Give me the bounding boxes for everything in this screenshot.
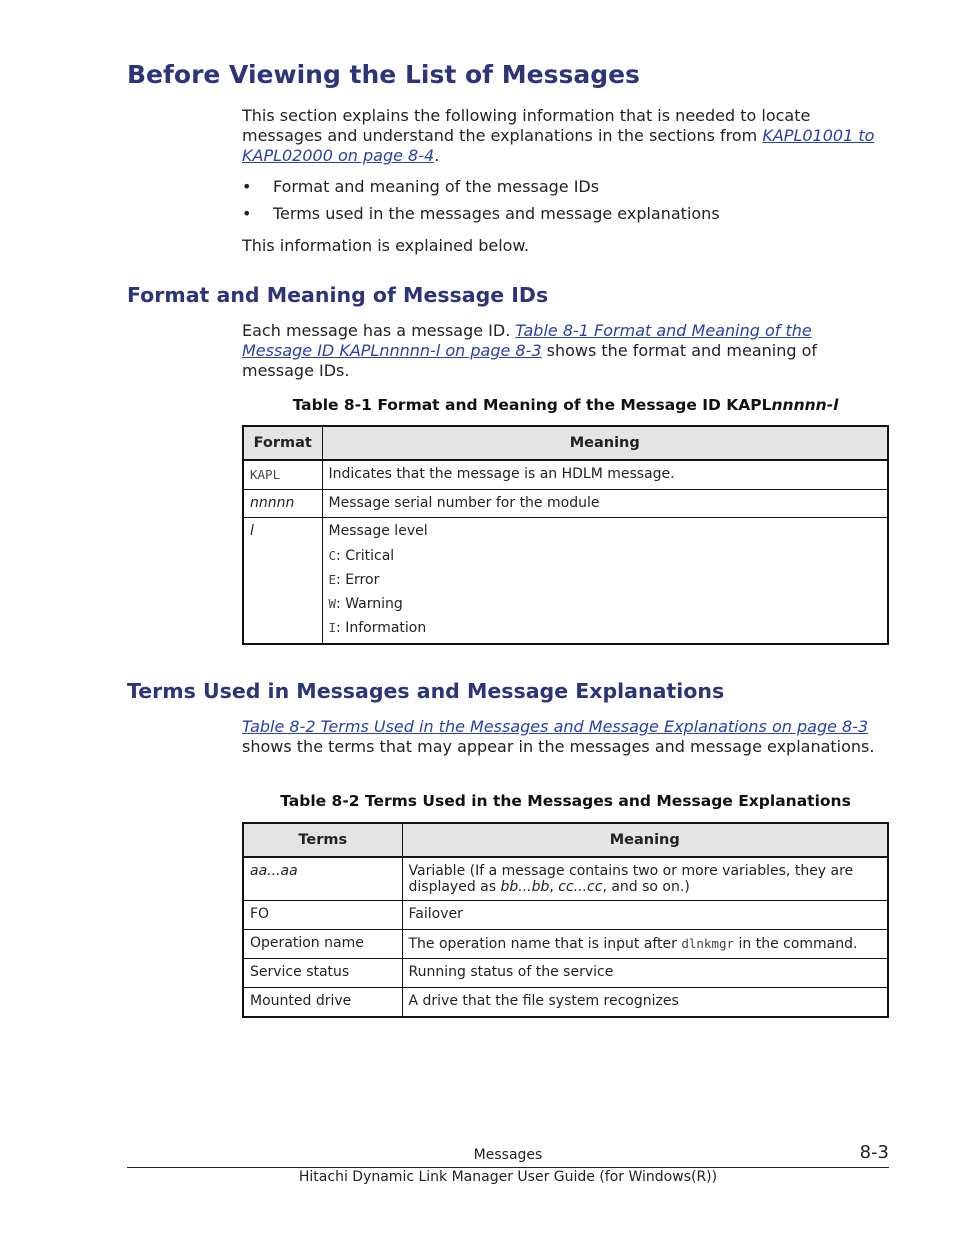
meaning-text: The operation name that is input after (408, 936, 682, 952)
level-error (329, 571, 882, 595)
section-heading-format: Format and Meaning of Message IDs (127, 283, 549, 307)
format-code: KAPL (250, 467, 281, 482)
intro-paragraph (242, 106, 882, 166)
bullet-text: Terms used in the messages and message explanations (273, 204, 720, 223)
table-row (243, 460, 888, 490)
closing-paragraph: This information is explained below. (242, 236, 530, 255)
table-header-row (243, 823, 888, 857)
table-8-1-caption (242, 396, 889, 414)
meaning-cell: A drive that the file system recognizes (402, 988, 888, 1017)
separator: , (549, 879, 559, 895)
meaning-cell: Failover (402, 901, 888, 930)
page-number: 8-3 (859, 1142, 889, 1163)
term-cell: FO (243, 901, 402, 930)
level-code: I (328, 620, 337, 635)
page-title: Before Viewing the List of Messages (127, 60, 640, 89)
table-row (243, 490, 888, 518)
variable-cc: cc...cc (558, 879, 603, 895)
format-paragraph (242, 321, 882, 381)
intro-end: . (434, 146, 440, 165)
level-code: C (328, 548, 337, 563)
meaning-cell (402, 930, 888, 959)
table-row (243, 959, 888, 988)
table-row (243, 930, 888, 959)
bullet-text: Format and meaning of the message IDs (273, 177, 600, 196)
footer-guide-title: Hitachi Dynamic Link Manager User Guide (for Windows(R)) (298, 1169, 718, 1185)
term-cell: aa...aa (243, 857, 402, 901)
level-label: : Critical (336, 548, 395, 564)
format-table (242, 425, 889, 645)
meaning-text-end: in the command. (734, 936, 858, 952)
bullet-list (242, 177, 720, 231)
column-header-meaning: Meaning (322, 426, 888, 460)
meaning-text: Variable (If a message contains two or more variables, they are displayed as (408, 863, 854, 895)
meaning-text-end: , and so on.) (602, 879, 690, 895)
format-cell: nnnnn (243, 490, 322, 518)
table-header-row (243, 426, 888, 460)
list-item (242, 204, 720, 231)
column-header-terms: Terms (243, 823, 402, 857)
terms-paragraph (242, 717, 882, 757)
level-label: : Warning (336, 596, 403, 612)
level-critical (329, 547, 882, 571)
bullet-dot: • (242, 204, 252, 223)
term-cell: Service status (243, 959, 402, 988)
format-text-end: shows the format and meaning of message IDs. (242, 341, 818, 380)
format-text-start: Each message has a message ID. (242, 321, 516, 340)
table-row (243, 518, 888, 645)
meaning-cell: Running status of the service (402, 959, 888, 988)
term-cell: Operation name (243, 930, 402, 959)
meaning-cell: Message serial number for the module (322, 490, 888, 518)
level-code: W (328, 596, 337, 611)
caption-italic: nnnnn-l (771, 396, 839, 414)
command-name: dlnkmgr (681, 936, 735, 951)
intro-text: This section explains the following information that is needed to locate messages and understand the explanations in the sections from (242, 106, 811, 145)
kapl01001-link[interactable]: KAPL01001 to KAPL02000 on page 8-4 (242, 126, 875, 165)
list-item (242, 177, 720, 204)
table-8-2-link[interactable]: Table 8-2 Terms Used in the Messages and Message Explanations on page 8-3 (242, 717, 869, 736)
meaning-cell: Indicates that the message is an HDLM message. (322, 460, 888, 490)
level-title: Message level (328, 523, 428, 539)
format-cell: l (243, 518, 322, 645)
level-label: : Information (336, 620, 427, 636)
terms-table (242, 822, 889, 1018)
level-warning (329, 595, 882, 619)
caption-prefix: Table 8-1 Format and Meaning of the Message ID KAPL (292, 396, 772, 414)
footer-section-name: Messages (473, 1147, 543, 1163)
meaning-cell (402, 857, 888, 901)
variable-bb: bb...bb (500, 879, 550, 895)
table-row (243, 901, 888, 930)
table-8-1-link[interactable]: Table 8-1 Format and Meaning of the Message ID KAPLnnnnn-l on page 8-3 (242, 321, 812, 360)
level-label: : Error (336, 572, 380, 588)
term-cell: Mounted drive (243, 988, 402, 1017)
bullet-dot: • (242, 177, 252, 196)
table-row (243, 857, 888, 901)
table-8-2-caption: Table 8-2 Terms Used in the Messages and Message Explanations (280, 792, 851, 810)
footer-divider (127, 1167, 889, 1168)
meaning-cell (322, 518, 888, 645)
format-cell (243, 460, 322, 490)
column-header-format: Format (243, 426, 322, 460)
table-row (243, 988, 888, 1017)
level-information (329, 619, 882, 643)
level-code: E (328, 572, 337, 587)
section-heading-terms: Terms Used in Messages and Message Explanations (127, 679, 725, 703)
terms-text-end: shows the terms that may appear in the messages and message explanations. (242, 737, 875, 756)
column-header-meaning: Meaning (402, 823, 888, 857)
